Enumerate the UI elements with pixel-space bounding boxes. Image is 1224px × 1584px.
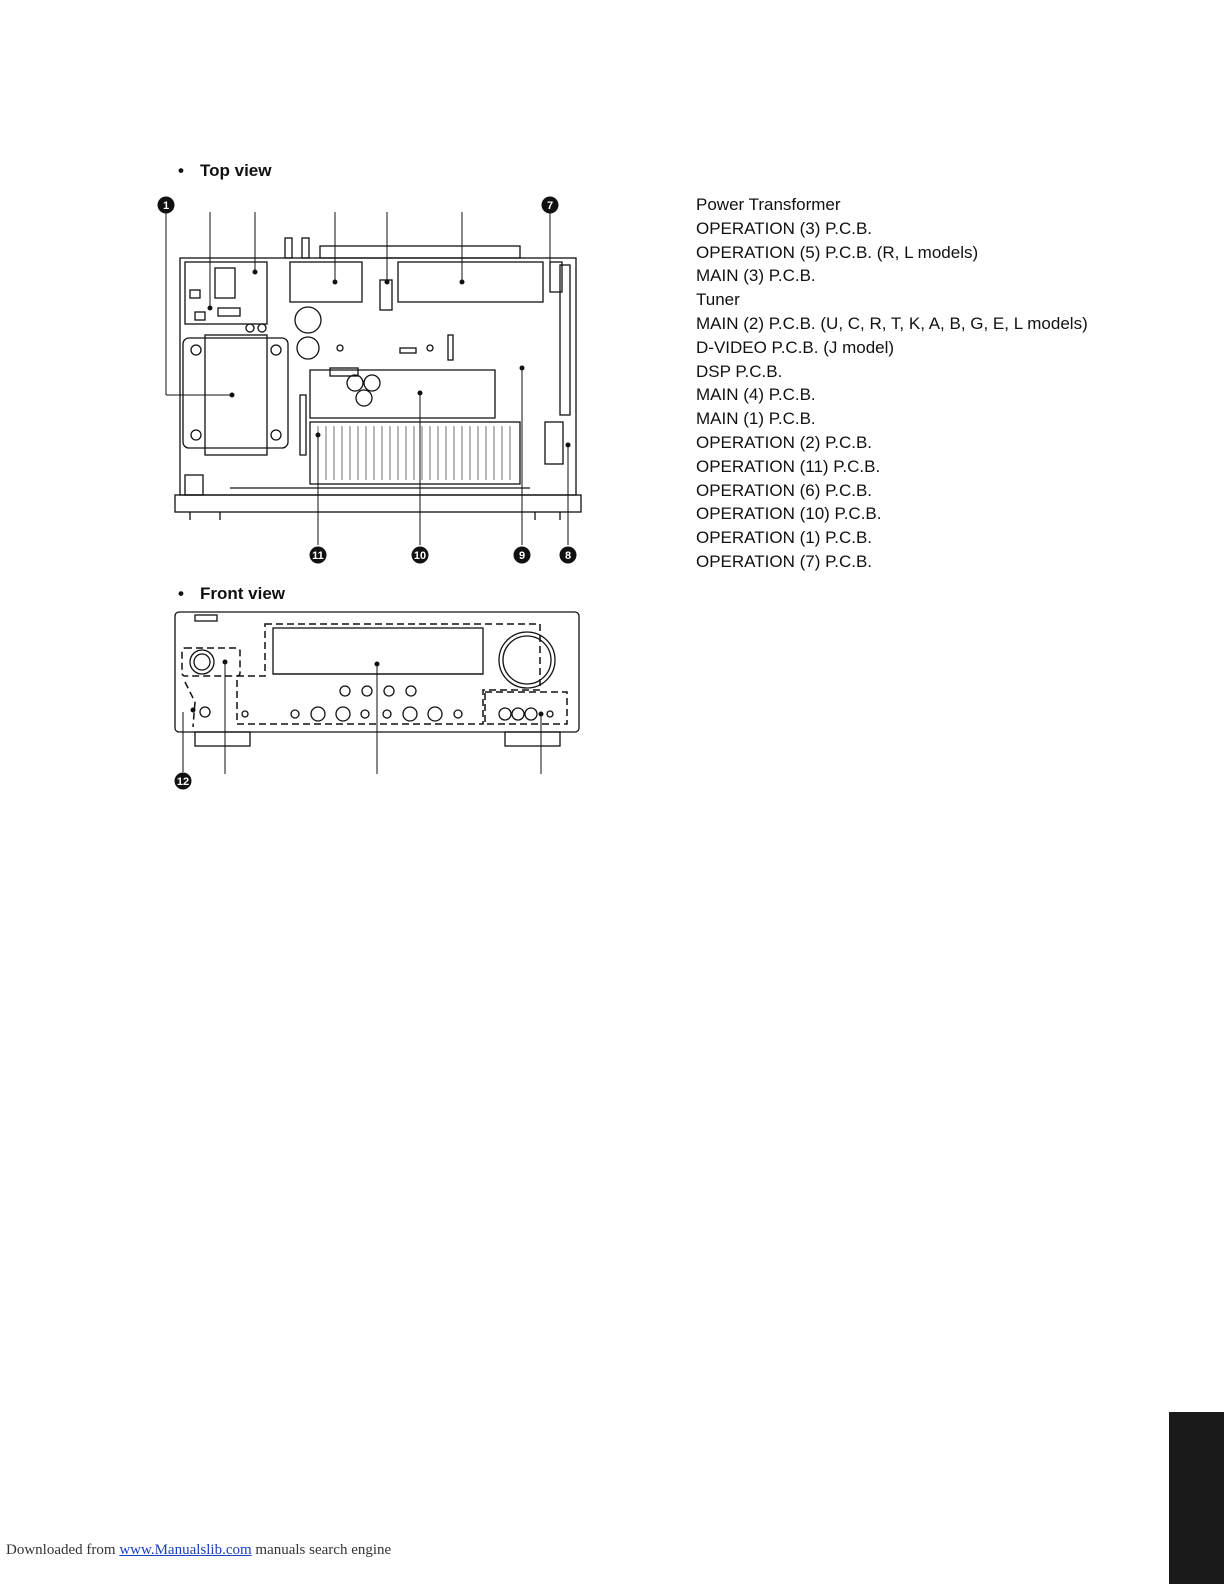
bullet: •: [178, 584, 184, 603]
list-item: D-VIDEO P.C.B. (J model): [696, 337, 895, 357]
heatsink: [310, 422, 520, 484]
chassis-outline: [180, 258, 576, 495]
callout-8: [560, 547, 577, 564]
callout-9: [514, 547, 531, 564]
main-3-box: [398, 262, 543, 302]
front-view-heading: [178, 584, 285, 604]
list-item: OPERATION (11) P.C.B.: [696, 456, 881, 476]
callout-9-number: 9: [518, 550, 526, 562]
callout-10-number: 10: [413, 550, 427, 562]
list-item: OPERATION (2) P.C.B.: [696, 432, 873, 452]
section-tab: [1169, 1412, 1224, 1584]
callout-7-number: 7: [546, 200, 554, 212]
list-item: OPERATION (3) P.C.B.: [696, 218, 873, 238]
top-view-title: Top view: [200, 161, 272, 180]
callout-8-number: 8: [564, 550, 572, 562]
tuner-box: [290, 262, 362, 302]
parts-list: [696, 193, 1088, 574]
top-view-heading: [178, 161, 271, 181]
footer-prefix: Downloaded from: [6, 1542, 120, 1558]
footer: [6, 1542, 391, 1559]
callout-10: [412, 547, 429, 564]
manualslib-link[interactable]: www.Manualslib.com: [119, 1542, 252, 1558]
callout-12: [175, 773, 192, 790]
bullet: •: [178, 161, 184, 180]
list-item: MAIN (1) P.C.B.: [696, 409, 816, 429]
list-item: MAIN (2) P.C.B. (U, C, R, T, K, A, B, G, E, L models): [696, 313, 1088, 333]
callout-12-number: 12: [176, 776, 190, 788]
callout-1: [158, 197, 175, 214]
list-item: OPERATION (5) P.C.B. (R, L models): [696, 242, 979, 262]
list-item: Power Transformer: [696, 195, 841, 214]
list-item: Tuner: [696, 290, 740, 310]
callout-7: [542, 197, 559, 214]
callout-11-number: 11: [312, 550, 324, 562]
callout-1-number: 1: [162, 200, 170, 212]
front-view-title: Front view: [200, 584, 286, 603]
list-item: OPERATION (10) P.C.B.: [696, 504, 882, 524]
front-panel-base: [175, 495, 581, 512]
list-item: OPERATION (7) P.C.B.: [696, 551, 873, 571]
list-item: MAIN (3) P.C.B.: [696, 266, 816, 286]
front-view-diagram: [165, 602, 590, 797]
top-view-diagram: [150, 190, 590, 575]
footer-suffix: manuals search engine: [251, 1542, 392, 1558]
display-window: [273, 628, 483, 674]
dsp-board: [310, 370, 495, 418]
list-item: DSP P.C.B.: [696, 361, 783, 381]
volume-knob: [499, 632, 555, 688]
list-item: MAIN (4) P.C.B.: [696, 385, 816, 405]
list-item: OPERATION (6) P.C.B.: [696, 480, 873, 500]
list-item: OPERATION (1) P.C.B.: [696, 528, 873, 548]
callout-11: [310, 547, 327, 564]
